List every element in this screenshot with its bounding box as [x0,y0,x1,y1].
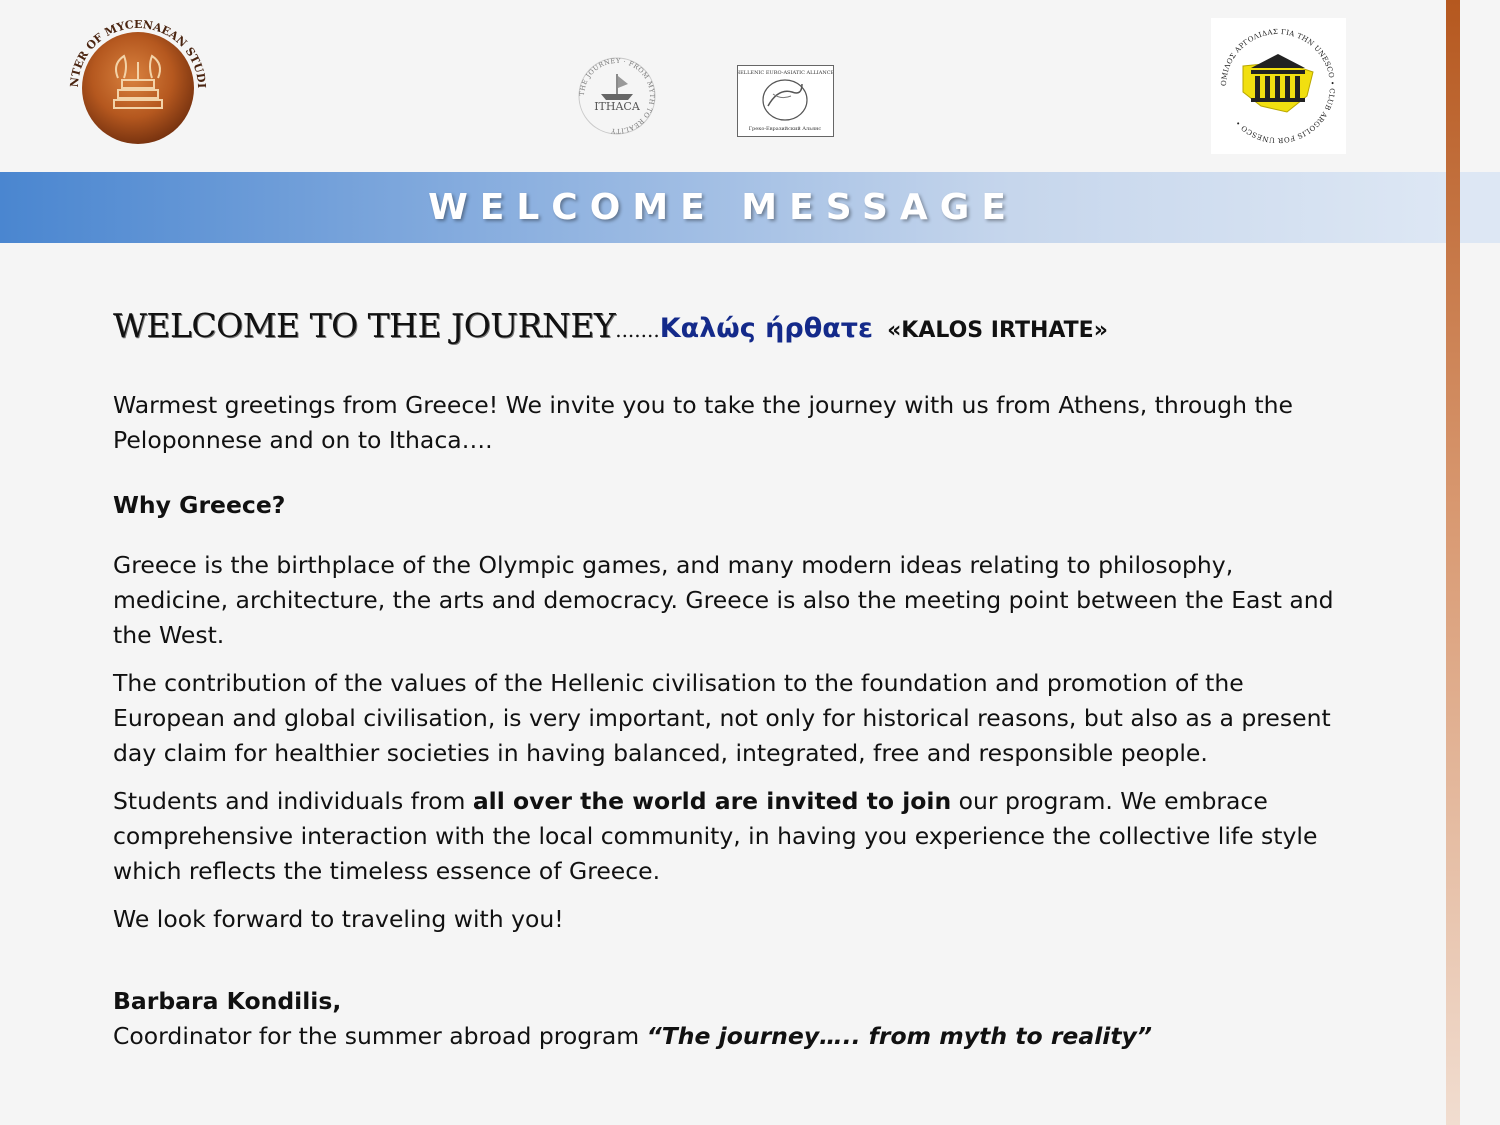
invitation-start: Students and individuals from [113,787,473,815]
paragraph-contribution: The contribution of the values of the Hellenic civilisation to the foundation and promotion of the European and global civilisation, is very important, not only for historical reasons, but also as a present day claim for healthier societies in having balanced, integrated, free and responsible people. [113,669,1331,767]
svg-text:Греко-Евразийский Альянс: Греко-Евразийский Альянс [748,126,822,132]
signature-role: Coordinator for the summer abroad program [113,1022,647,1050]
svg-text:CENTER OF MYCENAEAN STUDIES: NTER OF MYCENAEAN STUDI [67,18,209,89]
heading-dots: ....... [615,318,660,342]
welcome-heading [113,306,1108,345]
welcome-banner [0,172,1446,243]
invitation-emphasis: all over the world are invited to join [472,787,952,815]
svg-text:ΟΜΙΛΟΣ ΑΡΓΟΛΙΔΑΣ ΓΙΑ ΤΗΝ UNESC: ΟΜΙΛΟΣ ΑΡΓΟΛΙΔΑΣ ΓΙΑ ΤΗΝ UNESCO • CLUB ARGOLIS FOR UNESCO • [1219,27,1337,145]
club-argolis-unesco-logo [1211,18,1346,154]
program-title: “The journey….. from myth to reality” [646,1022,1153,1050]
closing-line: We look forward to traveling with you! [113,905,564,933]
signature-role-line [113,1019,1353,1054]
side-accent-bar [1446,0,1460,1125]
banner-title: WELCOME MESSAGE [428,187,1018,228]
ithaca-journey-logo [575,56,659,136]
heading-transliteration: «KALOS IRTHATE» [887,318,1108,343]
why-greece-heading: Why Greece? [113,491,286,519]
invitation-end: our program. We embrace comprehensive interaction with the local community, in having you experience the collective life style which reflects the timeless essence of Greece. [113,787,1318,885]
heading-greek: Καλώς ήρθατε [659,313,874,344]
svg-text:THE JOURNEY · FROM MYTH TO REA: THE JOURNEY · FROM MYTH TO REALITY [577,56,657,136]
svg-text:ITHACA: ITHACA [594,100,640,113]
paragraph-invitation [113,784,1353,889]
signature-name: Barbara Kondilis, [113,987,342,1015]
banner-extension [1460,172,1500,243]
message-body [113,388,1353,1054]
euro-asiatic-alliance-logo [737,65,834,137]
svg-text:HELLENIC EURO-ASIATIC ALLIANCE: HELLENIC EURO-ASIATIC ALLIANCE [738,70,833,76]
paragraph-birthplace: Greece is the birthplace of the Olympic games, and many modern ideas relating to philosophy, medicine, architecture, the arts and democracy. Greece is also the meeting point between the East and the West. [113,551,1334,649]
intro-paragraph: Warmest greetings from Greece! We invite you to take the journey with us from Athens, through the Peloponnese and on to Ithaca…. [113,391,1294,454]
heading-english: WELCOME TO THE JOURNEY [113,306,616,345]
mycenaean-studies-logo [66,18,211,146]
